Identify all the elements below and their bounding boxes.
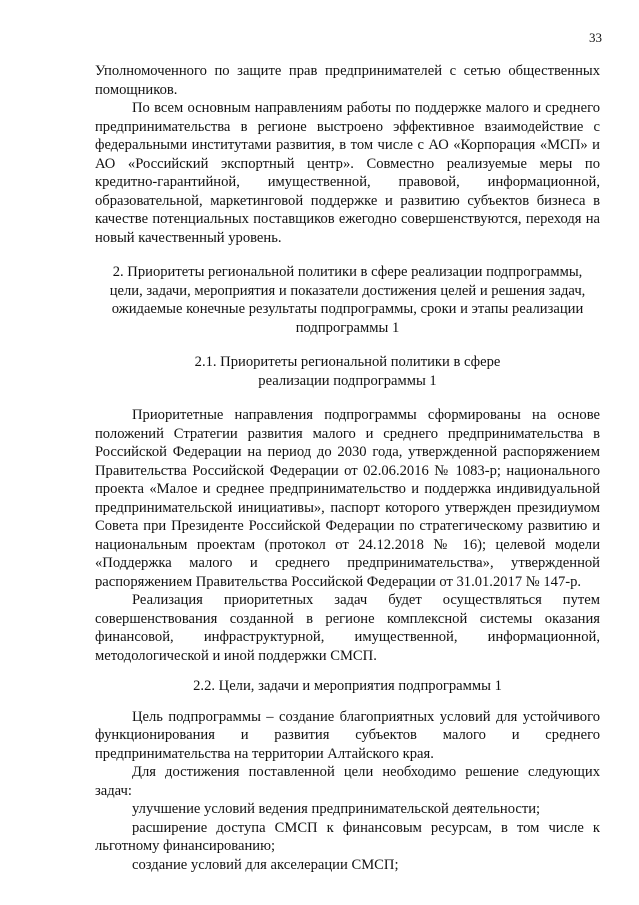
page-number: 33 (589, 30, 602, 45)
section-heading-2: 2. Приоритеты региональной политики в сфере реализации подпрограммы, цели, задачи, мероприятия и показатели достижения целей и решения задач, ожидаемые конечные результаты подпрограммы, сроки и этапы реализации подпрограммы 1 (109, 264, 586, 336)
document-body (95, 62, 600, 874)
paragraph-5: Цель подпрограммы – создание благоприятных условий для устойчивого функционирования и развития субъектов малого и среднего предпринимательства на территории Алтайского края. (95, 708, 600, 762)
paragraph-4: Реализация приоритетных задач будет осуществляться путем совершенствования созданной в регионе комплексной системы оказания финансовой, инфраструктурной, имущественной, информационной, методологической и иной поддержки СМСП. (95, 592, 600, 664)
list-item-2: расширение доступа СМСП к финансовым ресурсам, в том числе к льготному финансированию; (95, 819, 600, 854)
paragraph-1: Уполномоченного по защите прав предпринимателей с сетью общественных помощников. (95, 63, 600, 98)
paragraph-3: Приоритетные направления подпрограммы сформированы на основе положений Стратегии развития малого и среднего предпринимательства в Российской Федерации на период до 2030 года, утвержденной распоряжением Правительства Российской Федерации от 02.06.2016 № 1083-р; национального проекта «Малое и среднее предпринимательство и поддержка индивидуальной предпринимательской инициативы», паспорт которого утвержден президиумом Совета при Президенте Российской Федерации по стратегическому развитию и национальным проектам (протокол от 24.12.2018 № 16); целевой модели «Поддержка малого и среднего предпринимательства», утвержденной распоряжением Правительства Российской Федерации от 31.01.2017 № 147-р. (95, 407, 600, 590)
paragraph-6: Для достижения поставленной цели необходимо решение следующих задач: (95, 764, 600, 799)
subsection-heading-2-2: 2.2. Цели, задачи и мероприятия подпрограммы 1 (193, 678, 502, 694)
list-item-1: улучшение условий ведения предпринимательской деятельности; (132, 801, 541, 817)
list-item-3: создание условий для акселерации СМСП; (132, 856, 399, 873)
subsection-heading-2-1: 2.1. Приоритеты региональной политики в сфере реализации подпрограммы 1 (194, 354, 501, 389)
paragraph-2: По всем основным направлениям работы по поддержке малого и среднего предпринимательства в регионе выстроено эффективное взаимодействие с федеральными институтами развития, в том числе с АО «Корпорация «МСП» и АО «Российский экспортный центр». Совместно реализуемые меры по кредитно-гарантийной, имущественной, правовой, информационной, образовательной, маркетинговой поддержке и развитию субъектов бизнеса в качестве потенциальных поставщиков ежегодно совершенствуются, переходя на новый качественный уровень. (95, 100, 600, 246)
